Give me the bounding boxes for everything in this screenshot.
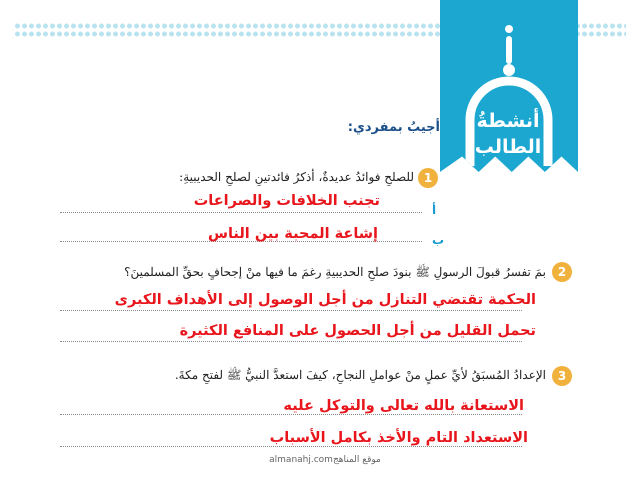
- question-number-badge: 2: [552, 262, 572, 282]
- question-3-text: الإعدادُ المُسبَقُ لأيِّ عملٍ منْ عواملِ النجاحِ، كيفَ استعدَّ النبيُّ ﷺ لفتحِ مكةَ.: [174, 368, 546, 382]
- banner-title-line1: أنشطةُ: [476, 110, 540, 132]
- answer-3b: الاستعداد التام والأخذ بكامل الأسباب: [269, 430, 528, 446]
- answer-1a: تجنب الخلافات والصراعات: [193, 193, 380, 209]
- answer-3a: الاستعانة بالله تعالى والتوكل عليه: [283, 398, 524, 414]
- answer-marker: أ: [432, 203, 437, 217]
- answer-2b: تحمل القليل من أجل الحصول على المنافع الكثيرة: [179, 323, 536, 339]
- answer-line: [60, 341, 522, 342]
- question-number-badge: 1: [418, 168, 438, 188]
- question-1-text: للصلحِ فوائدُ عديدةٌ، أذكرُ فائدتينِ لصلحِ الحديبيةِ:: [179, 170, 414, 184]
- instruction-heading: أجيبُ بمفردي:: [347, 120, 440, 135]
- answer-line: [60, 310, 522, 311]
- question-2-text: بمَ تفسرُ قبولَ الرسولِ ﷺ بنودَ صلحِ الحديبيةِ رغمَ ما فيها منْ إجحافٍ بحقِّ المسلمينَ؟: [124, 265, 546, 279]
- banner-title-line2: الطالب: [474, 136, 542, 158]
- answer-line: [60, 446, 522, 447]
- answer-2a: الحكمة تقتضي التنازل من أجل الوصول إلى الأهداف الكبرى: [114, 292, 536, 308]
- answer-1b: إشاعة المحبة بين الناس: [207, 226, 378, 242]
- question-number-badge: 3: [552, 366, 572, 386]
- answer-line: [60, 212, 422, 213]
- answer-line: [60, 414, 522, 415]
- answer-marker: ب: [432, 233, 445, 247]
- site-watermark: almanahj.comموقع المناهج: [269, 455, 381, 465]
